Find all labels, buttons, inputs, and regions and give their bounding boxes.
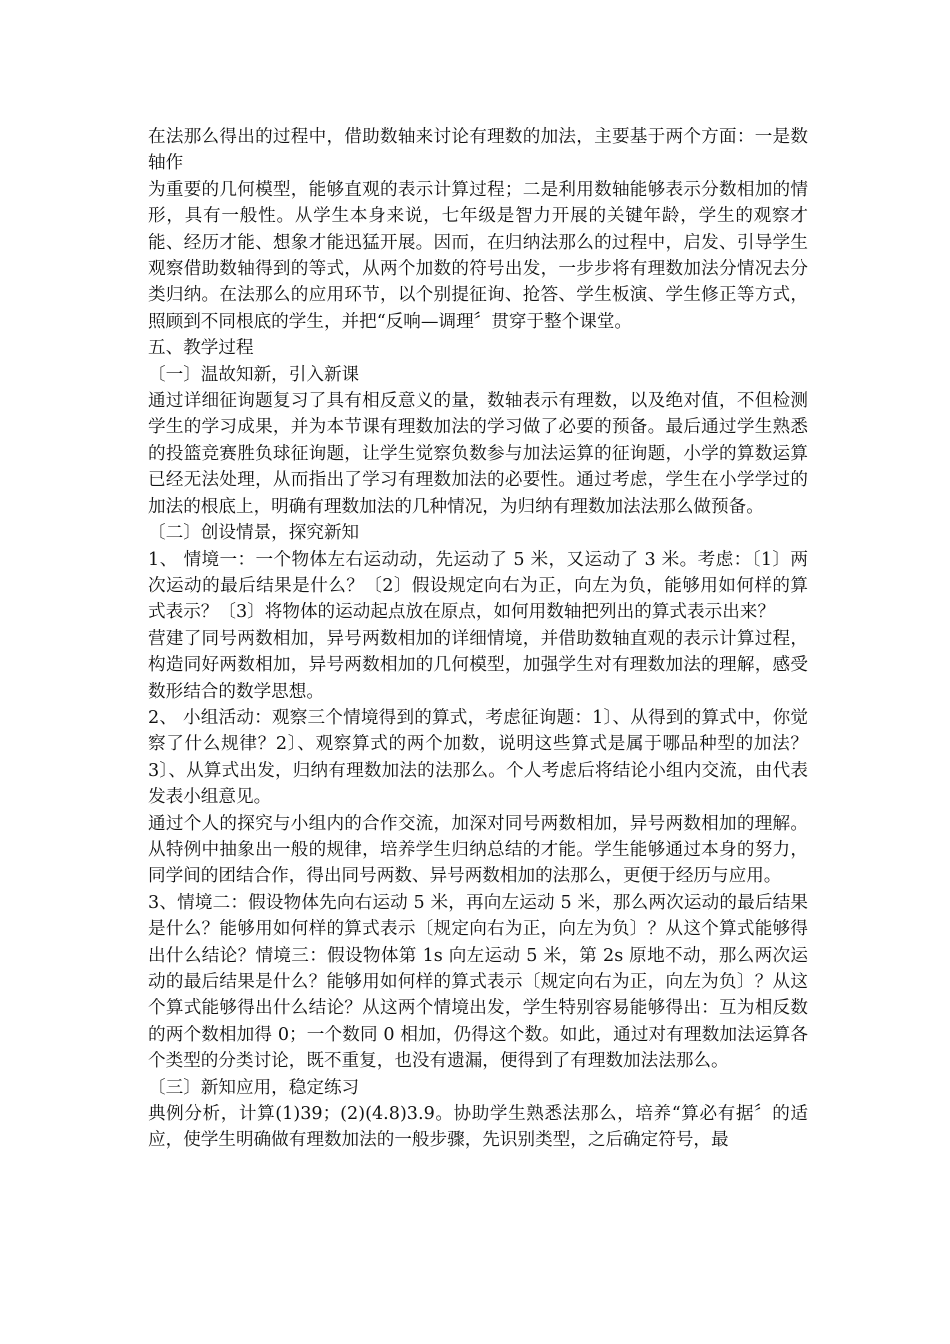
subheading-review: 〔一〕温故知新，引入新课 [148,364,360,385]
paragraph-group-activity: 2、 小组活动：观察三个情境得到的算式，考虑征询题：1〕、从得到的算式中，你觉察了什么规律？2〕、观察算式的两个加数，说明这些算式是属于哪品种型的加法？3〕、从算式出发，归纳有理数加法的法那么。个人考虑后将结论小组内交流，由代表发表小组意见。 [148,707,808,808]
paragraph-intro-line: 在法那么得出的过程中，借助数轴来讨论有理数的加法，主要基于两个方面：一是数轴作 [148,127,808,174]
subheading-explore: 〔二〕创设情景，探究新知 [148,523,360,544]
paragraph-group-activity-notes: 通过个人的探究与小组内的合作交流，加深对同号两数相加，异号两数相加的理解。从特例中抽象出一般的规律，培养学生归纳总结的才能。学生能够通过本身的努力，同学间的团结合作，得出同号两数、异号两数相加的法那么，更便于经历与应用。 [148,813,808,887]
paragraph-situation-two-three: 3、情境二：假设物体先向右运动 5 米，再向左运动 5 米，那么两次运动的最后结果是什么？能够用如何样的算式表示〔规定向右为正，向左为负〕？从这个算式能够得出什么结论？情境三：假设物体第 1s 向左运动 5 米，第 2s 原地不动，那么两次运动的最后结果是什么？能够用如何样的算式表示〔规定向右为正，向左为负〕？从这个算式能够得出什么结论？从这两个情境出发，学生特别容易能够得出：互为相反数的两个数相加得 0；一个数同 0 相加，仍得这个数。如此，通过对有理数加法运算各个类型的分类讨论，既不重复，也没有遗漏，便得到了有理数加法法那么。 [148,892,808,1072]
paragraph-intro-body: 为重要的几何模型，能够直观的表示计算过程；二是利用数轴能够表示分数相加的情形，具有一般性。从学生本身来说，七年级是智力开展的关键年龄，学生的观察才能、经历才能、想象才能迅猛开展。因而，在归纳法那么的过程中，启发、引导学生观察借助数轴得到的等式，从两个加数的符号出发，一步步将有理数加法分情况去分类归纳。在法那么的应用环节，以个别提征询、抢答、学生板演、学生修正等方式，照顾到不同根底的学生，并把“反响—调理〞贯穿于整个课堂。 [148,179,808,332]
section-heading-teaching-process: 五、教学过程 [148,338,254,359]
subheading-practice: 〔三〕新知应用，稳定练习 [148,1077,360,1098]
paragraph-situation-one: 1、 情境一：一个物体左右运动动，先运动了 5 米，又运动了 3 米。考虑：〔1〕两次运动的最后结果是什么？〔2〕假设规定向右为正，向左为负，能够用如何样的算式表示？〔3〕将物体的运动起点放在原点，如何用数轴把列出的算式表示出来？ [148,549,808,623]
document-page [148,124,808,1154]
paragraph-situation-one-notes: 营建了同号两数相加，异号两数相加的详细情境，并借助数轴直观的表示计算过程，构造同好两数相加，异号两数相加的几何模型，加强学生对有理数加法的理解，感受数形结合的数学思想。 [148,628,808,702]
paragraph-example-analysis: 典例分析，计算(1)39；(2)(4.8)3.9。协助学生熟悉法那么，培养“算必有据〞的适应，使学生明确做有理数加法的一般步骤，先识别类型，之后确定符号，最 [148,1104,808,1151]
paragraph-review: 通过详细征询题复习了具有相反意义的量，数轴表示有理数，以及绝对值，不但检测学生的学习成果，并为本节课有理数加法的学习做了必要的预备。最后通过学生熟悉的投篮竞赛胜负球征询题，让学生觉察负数参与加法运算的征询题，小学的算数运算已经无法处理，从而指出了学习有理数加法的必要性。通过考虑，学生在小学学过的加法的根底上，明确有理数加法的几种情况，为归纳有理数加法法那么做预备。 [148,391,808,517]
